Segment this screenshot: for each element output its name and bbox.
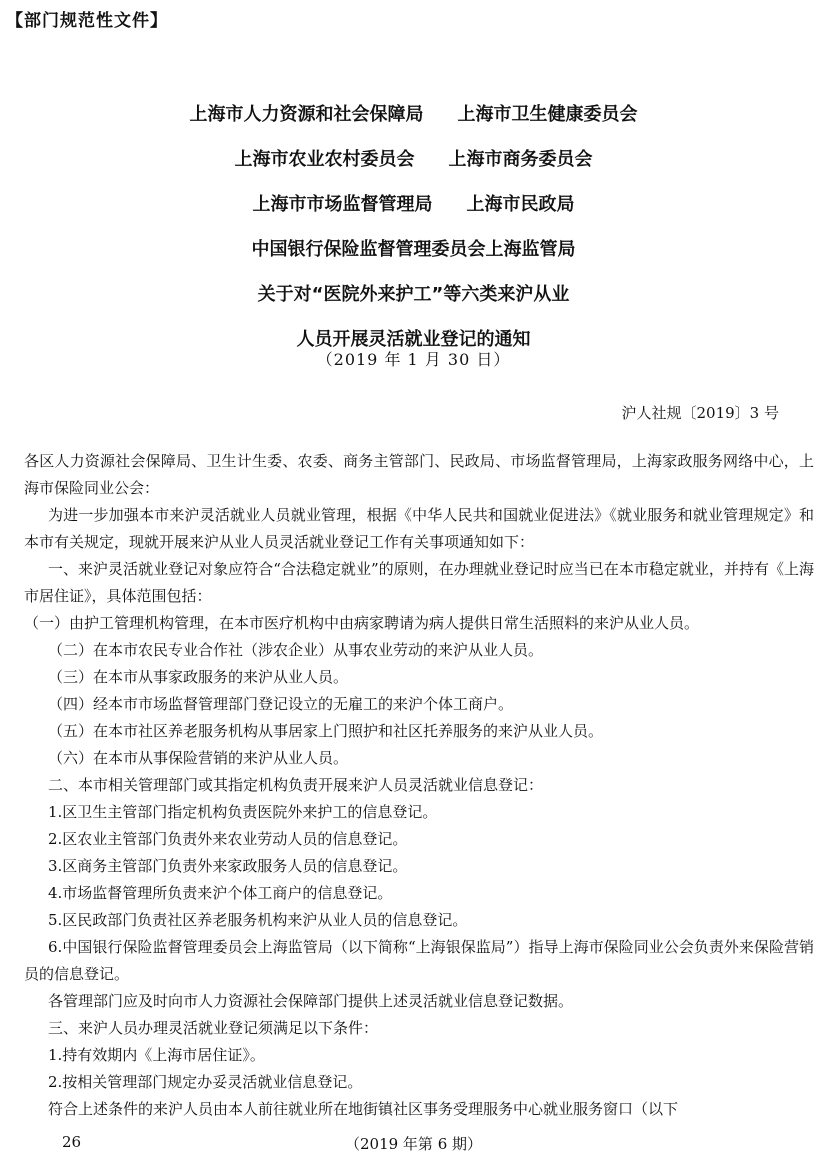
heading-line-2 [0, 137, 827, 182]
document-title-line-1: 关于对“医院外来护工”等六类来沪从业 [257, 284, 570, 305]
list-item: 4.市场监督管理所负责来沪个体工商户的信息登记。 [48, 884, 393, 902]
list-item: 2.区农业主管部门负责外来农业劳动人员的信息登记。 [48, 830, 408, 848]
issue-date: （2019 年 1 月 30 日） [316, 350, 511, 369]
heading-line-1 [0, 92, 827, 137]
body-paragraph: 各管理部门应及时向市人力资源社会保障部门提供上述灵活就业信息登记数据。 [48, 992, 574, 1010]
list-item: 1.区卫生主管部门指定机构负责医院外来护工的信息登记。 [48, 803, 438, 821]
list-item: 5.区民政部门负责社区养老服务机构来沪从业人员的信息登记。 [48, 911, 468, 929]
issuer-health-commission: 上海市卫生健康委员会 [457, 104, 638, 125]
page-number: 26 [62, 1133, 82, 1151]
issuer-civil-affairs: 上海市民政局 [466, 194, 575, 215]
body-paragraph: 为进一步加强本市来沪灵活就业人员就业管理，根据《中华人民共和国就业促进法》《就业服务和就业管理规定》和本市有关规定，现就开展来沪从业人员灵活就业登记工作有关事项通知如下： [24, 506, 814, 551]
document-number: 沪人社规〔2019〕3 号 [621, 404, 779, 422]
list-item: （四）经本市市场监督管理部门登记设立的无雇工的来沪个体工商户。 [48, 695, 514, 713]
list-item: （一）由护工管理机构管理，在本市医疗机构中由病家聘请为病人提供日常生活照料的来沪从业人员。 [24, 614, 700, 632]
issuer-market-supervision: 上海市市场监督管理局 [252, 194, 433, 215]
section-heading: 三、来沪人员办理灵活就业登记须满足以下条件： [48, 1019, 379, 1037]
list-item: （三）在本市从事家政服务的来沪从业人员。 [48, 668, 349, 686]
document-title-line-2: 人员开展灵活就业登记的通知 [296, 329, 531, 350]
list-item: 2.按相关管理部门规定办妥灵活就业信息登记。 [48, 1073, 363, 1091]
document-body [24, 448, 814, 1123]
addressee-paragraph: 各区人力资源社会保障局、卫生计生委、农委、商务主管部门、民政局、市场监督管理局，上海家政服务网络中心，上海市保险同业公会： [24, 452, 814, 497]
list-item: （六）在本市从事保险营销的来沪从业人员。 [48, 749, 349, 767]
document-category-tag: 【部门规范性文件】 [6, 11, 168, 31]
document-heading [0, 92, 827, 362]
issue-label: （2019 年第 6 期） [344, 1135, 483, 1153]
section-heading: 二、本市相关管理部门或其指定机构负责开展来沪人员灵活就业信息登记： [48, 776, 544, 794]
section-heading: 一、来沪灵活就业登记对象应符合“合法稳定就业”的原则，在办理就业登记时应当已在本市稳定就业，并持有《上海市居住证》，具体范围包括： [24, 560, 814, 605]
issuer-hr-social-security: 上海市人力资源和社会保障局 [189, 104, 424, 125]
list-item: （二）在本市农民专业合作社（涉农企业）从事农业劳动的来沪从业人员。 [48, 641, 544, 659]
body-paragraph: 符合上述条件的来沪人员由本人前往就业所在地街镇社区事务受理服务中心就业服务窗口（以下 [48, 1100, 679, 1118]
list-item: 3.区商务主管部门负责外来家政服务人员的信息登记。 [48, 857, 408, 875]
list-item: （五）在本市社区养老服务机构从事居家上门照护和社区托养服务的来沪从业人员。 [48, 722, 604, 740]
heading-line-4: 中国银行保险监督管理委员会上海监管局 [251, 239, 576, 260]
list-item: 6.中国银行保险监督管理委员会上海监管局（以下简称“上海银保监局”）指导上海市保险同业公会负责外来保险营销员的信息登记。 [24, 938, 814, 983]
list-item: 1.持有效期内《上海市居住证》。 [48, 1046, 265, 1064]
heading-line-3 [0, 182, 827, 227]
issuer-agriculture-commission: 上海市农业农村委员会 [234, 149, 415, 170]
issuer-commerce-commission: 上海市商务委员会 [448, 149, 593, 170]
